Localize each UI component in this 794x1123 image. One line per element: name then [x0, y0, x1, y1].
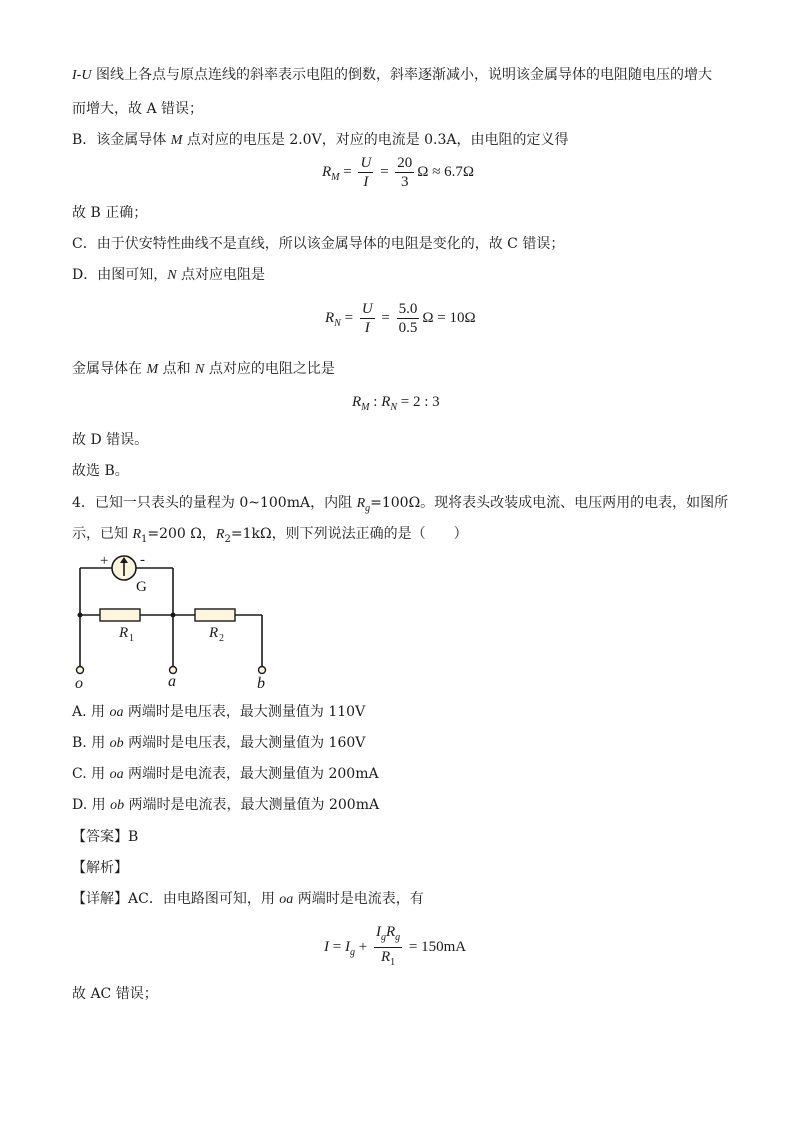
eq-r: R	[325, 309, 335, 326]
num-sub: g	[380, 932, 386, 943]
text: C. 用	[72, 766, 110, 782]
var-u: U	[81, 68, 92, 83]
r1-sub: 1	[129, 633, 134, 644]
option-a	[72, 703, 365, 722]
den-r: R	[380, 949, 391, 965]
var-r: R	[215, 527, 225, 542]
text: 点对应电阻是	[176, 267, 266, 283]
text: 点对应的电压是 2.0V，对应的电流是 0.3A，由电阻的定义得	[182, 132, 569, 148]
var-r: R	[356, 496, 366, 511]
eq-sub: g	[349, 946, 355, 958]
analysis-tag: 【解析】	[72, 860, 128, 876]
text: 故 B 正确；	[72, 205, 148, 221]
eq-plus: +	[354, 938, 371, 955]
eq-result: Ω ≈ 6.7Ω	[417, 163, 475, 180]
plus-label: +	[100, 553, 109, 569]
eq-colon: :	[369, 394, 382, 410]
detail-line	[72, 890, 424, 909]
junction-dot	[78, 613, 83, 618]
var-oa: oa	[109, 705, 124, 720]
r2-label: R	[209, 625, 219, 641]
equation-current	[324, 923, 466, 972]
text: C．由于伏安特性曲线不是直线，所以该金属导体的电阻是变化的，故 C 错误；	[72, 236, 565, 252]
option-c-line	[72, 235, 564, 253]
question-4-line1	[72, 494, 728, 518]
paragraph-line	[72, 66, 712, 85]
den-sub: 1	[390, 957, 396, 968]
equation-rm	[322, 154, 474, 191]
terminal-o	[77, 667, 84, 674]
denominator: I	[364, 320, 370, 336]
var-n: N	[167, 268, 177, 283]
eq-sub: N	[334, 317, 341, 329]
numerator: 5.0	[398, 301, 418, 317]
answer-line	[72, 828, 138, 846]
var-ob: ob	[110, 798, 125, 813]
sub-2: 2	[224, 533, 231, 545]
option-d	[72, 796, 379, 815]
fraction-ui	[358, 154, 373, 191]
galvanometer-label: G	[136, 579, 147, 595]
analysis-line	[72, 859, 128, 877]
text: 两端时是电流表，最大测量值为 200mA	[124, 797, 380, 813]
text: =200 Ω，	[147, 526, 216, 542]
var-ob: ob	[109, 736, 124, 751]
terminal-b-label: b	[257, 675, 265, 690]
fraction-5-05	[397, 300, 420, 337]
text: 故选 B。	[72, 463, 129, 479]
junction-dot	[171, 613, 176, 618]
denominator: 3	[401, 174, 409, 190]
var-oa: oa	[279, 892, 294, 907]
var-n: N	[195, 362, 205, 377]
sub-1: 1	[141, 533, 148, 545]
final-choice	[72, 462, 129, 480]
text: 4．已知一只表头的量程为 0~100mA，内阻	[72, 495, 357, 511]
var-r: R	[132, 527, 142, 542]
text: D．由图可知，	[72, 267, 168, 283]
option-b-line	[72, 131, 569, 150]
text: B. 用	[72, 735, 110, 751]
text: 两端时是电流表，有	[293, 891, 424, 907]
eq-sub: M	[361, 402, 370, 413]
text: D. 用	[72, 797, 111, 813]
dash: -	[76, 67, 82, 83]
var-oa: oa	[109, 767, 124, 782]
text: =1kΩ，则下列说法正确的是（ ）	[230, 526, 468, 542]
option-b	[72, 734, 365, 753]
var-m: M	[170, 133, 183, 148]
option-d-line	[72, 266, 265, 285]
eq-equals: =	[339, 163, 356, 180]
num-r: R	[385, 924, 396, 940]
text: 故 D 错误。	[72, 432, 149, 448]
eq-result: = 2 : 3	[397, 394, 440, 410]
text: A. 用	[72, 704, 110, 720]
text: 金属导体在	[72, 361, 147, 377]
numerator: 20	[397, 155, 413, 171]
num-sub: g	[395, 932, 401, 943]
text: 图线上各点与原点连线的斜率表示电阻的倒数，斜率逐渐减小，说明该金属导体的电阻随电压的增大	[91, 67, 712, 83]
eq-i: I	[324, 938, 329, 955]
circuit-diagram	[70, 550, 280, 690]
resistor-r1	[100, 609, 140, 621]
conclusion-b	[72, 204, 147, 222]
terminal-b	[259, 667, 266, 674]
sub-g: g	[365, 502, 371, 514]
resistor-r2	[195, 609, 235, 621]
eq-sub: N	[390, 402, 398, 413]
terminal-a-label: a	[168, 673, 176, 690]
denominator	[374, 948, 402, 972]
eq-r: R	[352, 394, 362, 410]
fraction-igrg-r1	[374, 923, 402, 972]
terminal-o-label: o	[75, 675, 83, 690]
text: 两端时是电压表，最大测量值为 160V	[123, 735, 366, 751]
eq-r: R	[322, 163, 332, 180]
numerator: U	[361, 301, 373, 317]
text: 故 AC 错误；	[72, 986, 158, 1002]
numerator: U	[360, 155, 372, 171]
ratio-line	[72, 360, 335, 379]
eq-sub: M	[331, 171, 340, 183]
var-m: M	[146, 362, 159, 377]
numerator	[374, 923, 402, 948]
conclusion-ac	[72, 985, 158, 1003]
eq-r: R	[381, 394, 391, 410]
equation-rn	[325, 300, 476, 337]
eq-equals: =	[329, 938, 345, 955]
text: 【详解】AC．由电路图可知，用	[72, 891, 280, 907]
denominator: 0.5	[398, 320, 418, 336]
paragraph-line	[72, 100, 203, 118]
eq-result: Ω = 10Ω	[422, 309, 476, 326]
fraction-ui	[360, 300, 375, 337]
r1-label: R	[119, 625, 129, 641]
r2-sub: 2	[219, 633, 224, 644]
text: 示，已知	[72, 526, 133, 542]
num-i: I	[375, 924, 381, 940]
eq-equals: =	[376, 163, 393, 180]
eq-equals: =	[340, 309, 357, 326]
equation-ratio	[352, 394, 440, 413]
text: 而增大，故 A 错误；	[72, 101, 204, 117]
fraction-20-3	[395, 154, 414, 191]
denominator: I	[363, 174, 369, 190]
text: 两端时是电流表，最大测量值为 200mA	[123, 766, 379, 782]
text: 点对应的电阻之比是	[204, 361, 335, 377]
answer-tag: 【答案】B	[72, 829, 139, 845]
eq-result: = 150mA	[405, 938, 467, 955]
question-4-line2	[72, 525, 468, 549]
minus-label: -	[140, 552, 145, 568]
eq-i: I	[344, 938, 350, 955]
var-i: I	[72, 68, 77, 83]
text: 点和	[158, 361, 196, 377]
text: 两端时是电压表，最大测量值为 110V	[123, 704, 366, 720]
eq-equals: =	[377, 309, 394, 326]
text: B．该金属导体	[72, 132, 171, 148]
conclusion-d	[72, 431, 148, 449]
option-c	[72, 765, 379, 784]
text: =100Ω。现将表头改装成电流、电压两用的电表，如图所	[370, 495, 729, 511]
